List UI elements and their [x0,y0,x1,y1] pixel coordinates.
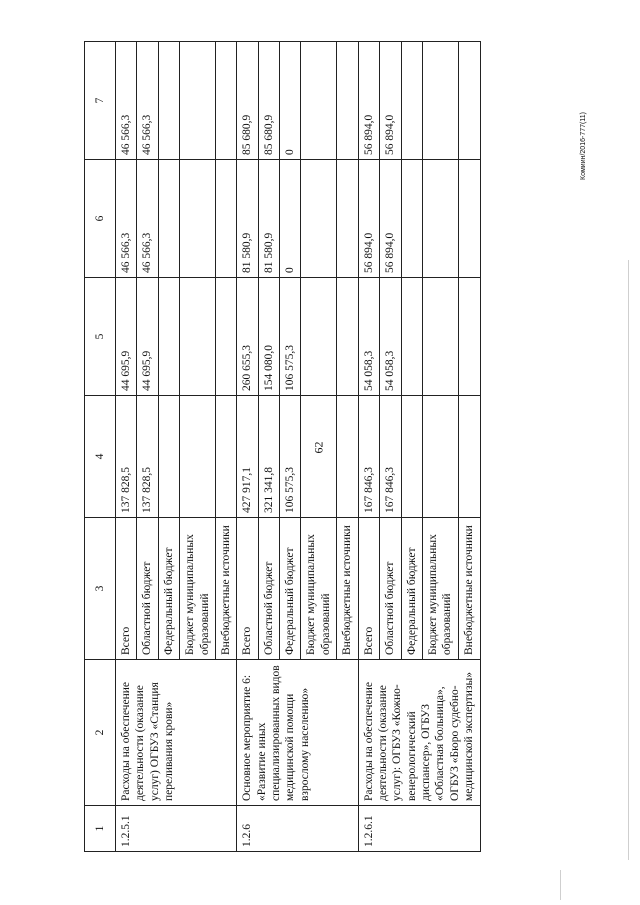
amount-cell [423,396,459,518]
header-cell: 1 [85,806,116,852]
amount-cell: 106 575,3 [280,396,301,518]
funding-source: Бюджет муниципальных образований [180,518,216,660]
funding-source: Федеральный бюджет [401,518,423,660]
table-row [116,42,137,852]
funding-source: Областной бюджет [258,518,279,660]
funding-source: Всего [116,518,137,660]
amount-cell: 81 580,9 [258,160,279,278]
amount-cell: 46 566,3 [116,160,137,278]
amount-cell [458,160,480,278]
amount-cell: 46 566,3 [137,42,158,160]
amount-cell [215,42,236,160]
header-cell: 7 [85,42,116,160]
amount-cell: 0 [280,160,301,278]
funding-source: Бюджет муниципальных образований [423,518,459,660]
amount-cell [180,42,216,160]
amount-cell [337,42,358,160]
amount-cell [180,278,216,396]
scan-artifact [560,870,561,900]
funding-source: Всего [358,518,380,660]
amount-cell: 46 566,3 [116,42,137,160]
table-row [237,42,258,852]
funding-source: Федеральный бюджет [280,518,301,660]
amount-cell: 54 058,3 [380,278,402,396]
header-cell: 3 [85,518,116,660]
funding-source: Областной бюджет [380,518,402,660]
amount-cell [301,160,337,278]
amount-cell: 81 580,9 [237,160,258,278]
amount-cell [423,278,459,396]
amount-cell: 154 080,0 [258,278,279,396]
header-cell: 2 [85,660,116,806]
amount-cell [458,396,480,518]
header-row [85,42,116,852]
amount-cell: 427 917,1 [237,396,258,518]
document-stamp: Комиин/2016-777(11) [580,112,587,180]
amount-cell [158,42,179,160]
funding-source: Федеральный бюджет [158,518,179,660]
amount-cell: 137 828,5 [137,396,158,518]
amount-cell: 56 894,0 [380,42,402,160]
amount-cell: 54 058,3 [358,278,380,396]
amount-cell: 44 695,9 [137,278,158,396]
amount-cell [215,396,236,518]
amount-cell [401,160,423,278]
amount-cell: 56 894,0 [358,42,380,160]
table-row [358,42,380,852]
item-name: Основное мероприятие 6: «Развитие иных специализированных видов медицинской помощи взрослому населению» [237,660,358,806]
amount-cell [401,278,423,396]
amount-cell: 0 [280,42,301,160]
amount-cell: 46 566,3 [137,160,158,278]
amount-cell [423,160,459,278]
amount-cell [158,278,179,396]
item-name: Расходы на обеспечение деятельности (оказание услуг) ОГБУЗ «Станция переливания крови» [116,660,237,806]
amount-cell [337,160,358,278]
header-cell: 6 [85,160,116,278]
funding-source: Бюджет муниципальных образований [301,518,337,660]
amount-cell [401,396,423,518]
amount-cell [180,396,216,518]
amount-cell: 44 695,9 [116,278,137,396]
amount-cell: 85 680,9 [258,42,279,160]
amount-cell: 137 828,5 [116,396,137,518]
item-code: 1.2.5.1 [116,806,237,852]
funding-source: Всего [237,518,258,660]
amount-cell [301,42,337,160]
amount-cell: 106 575,3 [280,278,301,396]
amount-cell [215,160,236,278]
amount-cell [423,42,459,160]
amount-cell: 85 680,9 [237,42,258,160]
amount-cell: 56 894,0 [358,160,380,278]
amount-cell [301,278,337,396]
amount-cell [180,160,216,278]
amount-cell [301,396,337,518]
funding-source: Внебюджетные источники [337,518,358,660]
amount-cell [215,278,236,396]
amount-cell [458,42,480,160]
amount-cell [158,160,179,278]
item-name: Расходы на обеспечение деятельности (оказание услуг): ОГБУЗ «Кожно-венерологический диспансер», ОГБУЗ «Областная больница», ОГБУЗ «Бюро судебно-медицинской экспертизы» [358,660,480,806]
rotated-table-container [84,42,637,852]
header-cell: 4 [85,396,116,518]
amount-cell [158,396,179,518]
amount-cell: 321 341,8 [258,396,279,518]
funding-source: Внебюджетные источники [458,518,480,660]
item-code: 1.2.6.1 [358,806,480,852]
table-header [85,42,116,852]
item-code: 1.2.6 [237,806,358,852]
table-body [116,42,481,852]
rotated-table-wrap [84,42,640,847]
amount-cell: 167 846,3 [380,396,402,518]
amount-cell: 56 894,0 [380,160,402,278]
amount-cell: 167 846,3 [358,396,380,518]
page-number: 62 [311,441,326,454]
amount-cell [401,42,423,160]
header-cell: 5 [85,278,116,396]
budget-table [84,41,481,852]
funding-source: Внебюджетные источники [215,518,236,660]
amount-cell [458,278,480,396]
amount-cell: 260 655,3 [237,278,258,396]
amount-cell [337,396,358,518]
funding-source: Областной бюджет [137,518,158,660]
amount-cell [337,278,358,396]
